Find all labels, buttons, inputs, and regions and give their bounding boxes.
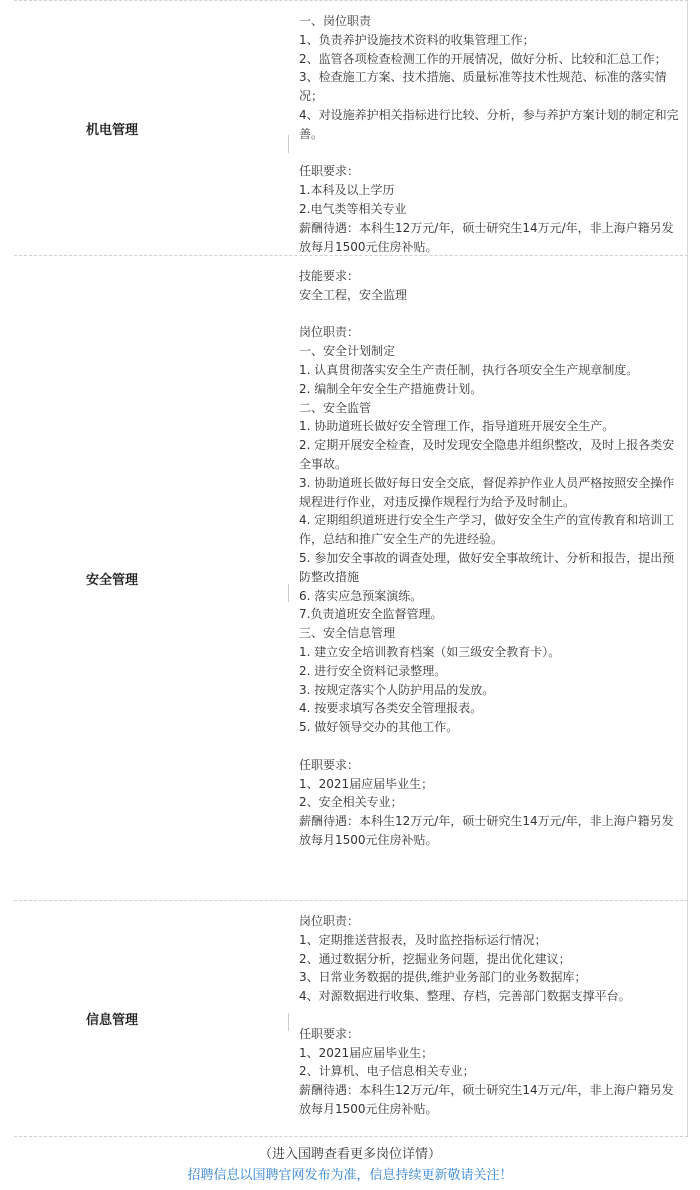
description-line: 7.负责道班安全监督管理。 [299,607,443,622]
description-line: 4、对设施养护相关指标进行比较、分析，参与养护方案计划的制定和完善。 [299,107,679,141]
notice-text: 招聘信息以国聘官网发布为准，信息持续更新敬请关注！ [187,1168,513,1183]
description-line: 岗位职责： [299,914,360,928]
cell-divider [288,584,289,602]
job-title-cell [14,901,290,1136]
description-line: 薪酬待遇：本科生12万元/年，硕士研究生14万元/年，非上海户籍另发放每月1500元住房补贴。 [299,814,674,847]
description-line: 一、岗位职责 [299,14,372,28]
description-line: 2. 编制全年安全生产措施费计划。 [299,381,483,396]
description-line: 2、监管各项检查检测工作的开展情况，做好分析、比较和汇总工作； [299,51,667,66]
description-line: 1、2021届应届毕业生； [299,1045,434,1060]
description-line: 薪酬待遇：本科生12万元/年，硕士研究生14万元/年，非上海户籍另发放每月1500元住房补贴。 [299,1083,674,1116]
job-title-cell [14,256,290,900]
job-description [299,267,682,850]
description-line: 4. 定期组织道班进行安全生产学习，做好安全生产的宣传教育和培训工作，总结和推广安全生产的先进经验。 [299,513,675,547]
description-line: 5. 参加安全事故的调查处理，做好安全事故统计、分析和报告，提出预防整改措施 [299,550,675,584]
job-title-cell [14,1,290,255]
description-line [299,737,682,756]
description-line: 3、日常业务数据的提供,维护业务部门的业务数据库； [299,970,587,985]
description-line: 4. 按要求填写各类安全管理报表。 [299,701,483,716]
job-title: 安全管理 [85,572,138,588]
job-row-safety [14,256,688,901]
description-line: 2、通过数据分析，挖掘业务问题，提出优化建议； [299,951,571,966]
job-title: 信息管理 [85,1013,138,1028]
description-line: 1、定期推送营报表，及时监控指标运行情况； [299,932,547,947]
description-line: 技能要求： [299,269,360,283]
description-line: 1.本科及以上学历 [299,183,395,198]
description-line: 2. 定期开展安全检查，及时发现安全隐患并组织整改，及时上报各类安全事故。 [299,438,675,471]
description-line: 一、安全计划制定 [299,344,396,359]
description-line: 2、安全相关专业； [299,795,403,810]
description-line: 3、检查施工方案、技术措施、质量标准等技术性规范、标准的落实情况； [299,70,667,104]
job-description [299,912,682,1119]
job-description [299,12,682,256]
description-line: 二、安全监管 [299,400,372,415]
description-line: 1. 认真贯彻落实安全生产责任制，执行各项安全生产规章制度。 [299,362,639,377]
description-line [299,1006,682,1025]
description-line: 2、计算机、电子信息相关专业； [299,1064,475,1079]
description-line [299,305,682,324]
description-line: 4、对源数据进行收集、整理、存档，完善部门数据支撑平台。 [299,989,631,1004]
description-line: 三、安全信息管理 [299,626,396,641]
cell-divider [288,135,289,153]
description-line: 3. 按规定落实个人防护用品的发放。 [299,682,495,697]
description-line: 薪酬待遇：本科生12万元/年，硕士研究生14万元/年，非上海户籍另发放每月1500元住房补贴。 [299,220,674,254]
more-jobs-link[interactable]: （进入国聘查看更多岗位详情） [258,1147,441,1162]
description-line [299,144,682,163]
description-line: 5. 做好领导交办的其他工作。 [299,720,459,735]
job-table [14,0,688,1137]
description-line: 安全工程，安全监理 [299,287,408,302]
description-line: 任职要求： [299,164,360,179]
description-line: 1. 协助道班长做好安全管理工作，指导道班开展安全生产。 [299,419,615,434]
description-line: 2. 进行安全资料记录整理。 [299,663,447,678]
description-line: 岗位职责： [299,325,360,340]
description-line: 3. 协助道班长做好每日安全交底，督促养护作业人员严格按照安全操作规程进行作业，对违反操作规程行为给予及时制止。 [299,475,675,509]
job-title: 机电管理 [85,122,138,138]
description-line: 任职要求： [299,757,360,772]
job-row-information [14,901,688,1137]
description-line: 1. 建立安全培训教育档案（如三级安全教育卡）。 [299,644,561,659]
description-line: 任职要求： [299,1026,360,1041]
description-line: 2.电气类等相关专业 [299,201,407,216]
cell-divider [288,1013,289,1031]
description-line: 1、负责养护设施技术资料的收集管理工作； [299,32,535,47]
description-line: 6. 落实应急预案演练。 [299,588,423,603]
description-line: 1、2021届应届毕业生； [299,776,434,791]
job-row-electromechanical [14,0,688,256]
